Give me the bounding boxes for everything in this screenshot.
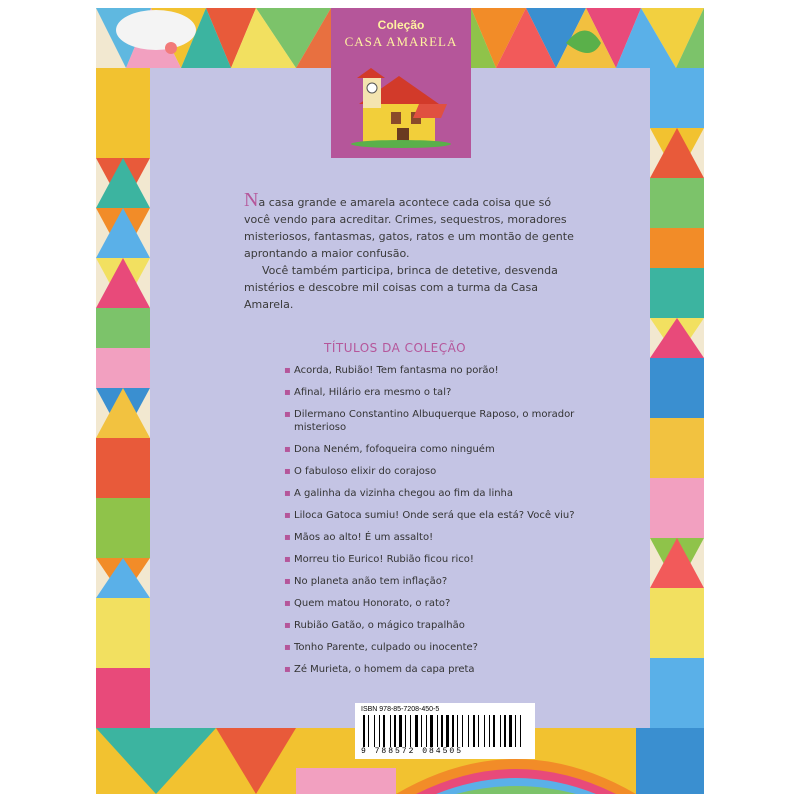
title-item [284,487,594,500]
barcode-digits: 9 788572 084505 [361,747,464,756]
title-text: Rubião Gatão, o mágico trapalhão [294,620,465,631]
title-item [284,619,594,632]
title-text: Tonho Parente, culpado ou inocente? [294,642,478,653]
bullet-icon: ▪ [284,365,291,376]
bullet-icon: ▪ [284,598,291,609]
title-text: Mãos ao alto! É um assalto! [294,532,434,543]
title-item [284,408,594,434]
title-text: Dona Neném, fofoqueira como ninguém [294,444,495,455]
title-text: Quem matou Honorato, o rato? [294,598,451,609]
titles-heading: TÍTULOS DA COLEÇÃO [324,341,467,355]
drop-cap: N [244,189,259,211]
title-item [284,364,594,377]
title-text: Liloca Gatoca sumiu! Onde será que ela está? Você viu? [294,510,575,521]
title-text: A galinha da vizinha chegou ao fim da linha [294,488,514,499]
title-item [284,641,594,654]
bullet-icon: ▪ [284,387,291,398]
description-paragraph-2: Você também participa, brinca de detetive, desvenda mistérios e descobre mil coisas com a turma da Casa Amarela. [244,264,558,311]
barcode-bars-icon [363,715,527,747]
title-item [284,531,594,544]
bullet-icon: ▪ [284,642,291,653]
bullet-icon: ▪ [284,510,291,521]
title-item [284,575,594,588]
title-text: Morreu tio Eurico! Rubião ficou rico! [294,554,474,565]
title-text: Acorda, Rubião! Tem fantasma no porão! [294,365,499,376]
logo-line-1: Coleção [377,18,425,32]
bullet-icon: ▪ [284,466,291,477]
title-item [284,553,594,566]
isbn-number: ISBN 978-85-7208-450-5 [361,706,440,713]
title-item [284,663,594,676]
barcode [355,703,535,759]
titles-list [284,364,594,685]
title-text: Dilermano Constantino Albuquerque Raposo, o morador misterioso [294,409,575,433]
title-text: O fabuloso elixir do corajoso [294,466,437,477]
title-item [284,597,594,610]
house-illustration [349,64,453,148]
bullet-icon: ▪ [284,664,291,675]
collection-logo [331,8,471,158]
logo-line-2: CASA AMARELA [344,34,458,49]
title-text: No planeta anão tem inflação? [294,576,448,587]
bullet-icon: ▪ [284,409,291,420]
bullet-icon: ▪ [284,620,291,631]
title-item [284,386,594,399]
paragraph-1-text: a casa grande e amarela acontece cada coisa que só você vendo para acreditar. Crimes, sequestros, moradores misteriosos, fantasmas, gatos, ratos e um montão de gente aprontando a maior confusão. [244,196,574,260]
bullet-icon: ▪ [284,444,291,455]
bullet-icon: ▪ [284,532,291,543]
description-paragraph-1 [244,189,574,262]
book-back-cover [96,8,704,794]
bullet-icon: ▪ [284,488,291,499]
title-item [284,509,594,522]
title-item [284,443,594,456]
title-item [284,465,594,478]
title-text: Afinal, Hilário era mesmo o tal? [294,387,452,398]
bullet-icon: ▪ [284,576,291,587]
collection-description [244,189,574,313]
bullet-icon: ▪ [284,554,291,565]
title-text: Zé Murieta, o homem da capa preta [294,664,475,675]
